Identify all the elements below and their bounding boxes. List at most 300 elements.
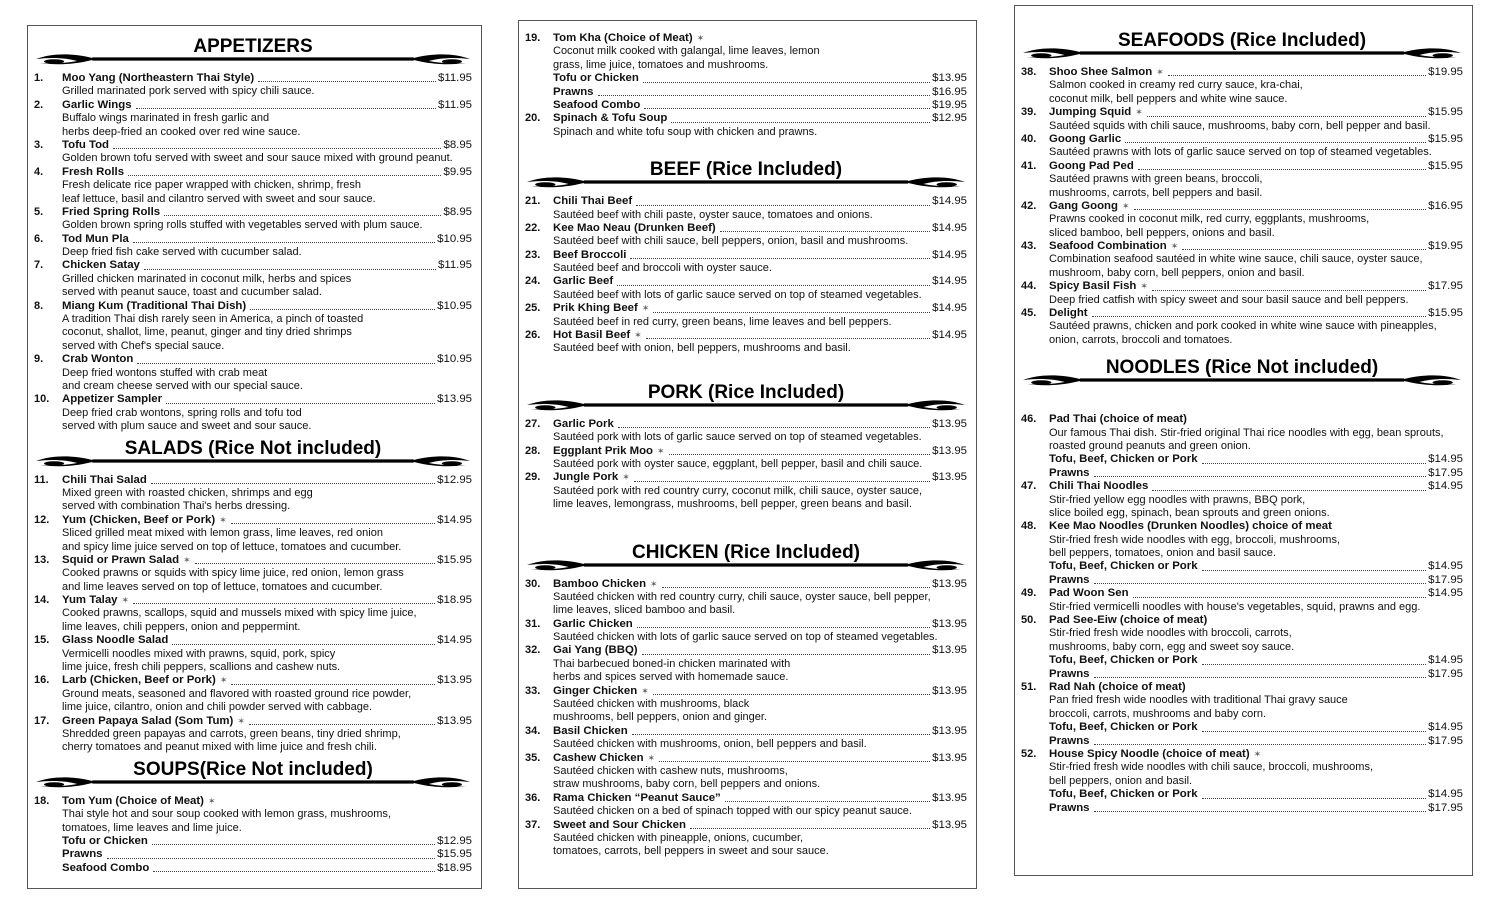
item-description [34,112,472,139]
item-price: $13.95 [932,617,967,630]
price-option [1021,574,1463,587]
option-price: $18.95 [437,861,472,874]
item-price: $15.95 [1428,132,1463,145]
item-name: Gai Yang (BBQ) [553,644,638,657]
item-name: Sweet and Sour Chicken [553,818,686,831]
leader-dots [249,724,435,725]
chili-pepper-icon: ✶ [121,595,130,606]
menu-item [525,725,967,752]
description-line: herbs and spices served with homemade sauce. [553,671,789,684]
item-price: $13.95 [932,724,967,737]
item-description [525,262,967,275]
description-line: Buffalo wings marinated in fresh garlic and [62,112,270,125]
price-option [1021,467,1463,480]
item-price: $10.95 [437,299,472,312]
item-name: Garlic Wings [62,98,132,111]
item-description [1021,761,1463,788]
leader-dots [642,654,931,655]
item-number: 42. [1021,199,1037,212]
item-name: Rad Nah (choice of meat) [1049,681,1186,693]
description-line: Our famous Thai dish. Stir-fried original Thai rice noodles with egg, bean sprouts, [1049,426,1444,439]
leader-dots [133,242,435,243]
item-number: 24. [525,275,541,288]
menu-item [525,32,967,112]
leader-dots [653,312,930,313]
description-line: Shredded green papayas and carrots, green beans, tiny dried shrimp, [62,727,401,740]
menu-item [525,329,967,356]
menu-item [525,275,967,302]
item-number: 46. [1021,413,1037,426]
item-price: $13.95 [437,393,472,406]
leader-dots [1182,249,1426,250]
item-price: $10.95 [437,353,472,366]
item-price: $10.95 [437,232,472,245]
item-description [1021,120,1463,133]
item-name: Goong Pad Ped [1049,159,1134,172]
item-number: 43. [1021,240,1037,253]
description-line: A tradition Thai dish rarely seen in America, a pinch of toasted [62,313,364,326]
item-number: 5. [34,205,44,218]
leader-dots [1138,169,1426,170]
description-line: Sliced grilled meat mixed with lemon grass, lime leaves, red onion [62,527,383,540]
item-price: $15.95 [437,553,472,566]
description-line: roasted ground peanuts and green onion. [1049,439,1251,452]
leader-dots [1092,316,1427,317]
option-price: $14.95 [1428,654,1463,667]
option-price: $16.95 [932,85,967,98]
leader-dots [1094,583,1427,584]
section-title: NOODLES (Rice Not included) [1100,357,1384,378]
item-name: Spicy Basil Fish [1049,280,1137,293]
option-name: Tofu, Beef, Chicken or Pork [1049,560,1198,573]
option-price: $13.95 [932,72,967,85]
leader-dots [1094,476,1427,477]
item-description [1021,79,1463,106]
item-description [525,431,967,444]
menu-item [525,471,967,511]
description-line: and lime leaves served on top of lettuce, tomatoes and cucumber. [62,580,383,593]
item-name: Tofu Tod [62,138,110,151]
description-line: Spinach and white tofu soup with chicken and prawns. [553,125,818,138]
description-line: Sautéed chicken with mushrooms, onion, bell peppers and basil. [553,738,867,751]
description-line: served with plum sauce and sweet and sour sauce. [62,420,312,433]
item-description [1021,320,1463,347]
description-line: Coconut milk cooked with galangal, lime leaves, lemon [553,45,820,58]
option-price: $17.95 [1428,801,1463,814]
item-price: $8.95 [443,138,472,151]
item-name: Bamboo Chicken [553,577,647,590]
item-price: $14.95 [1428,480,1463,493]
menu-item [1021,66,1463,106]
price-option [1021,721,1463,734]
item-number: 47. [1021,480,1037,493]
description-line: Sautéed chicken with red country curry, chili sauce, oyster sauce, bell pepper, [553,590,931,603]
price-option [1021,668,1463,681]
item-description [34,808,472,835]
item-price: $19.95 [1428,240,1463,253]
item-name: Kee Mao Neau (Drunken Beef) [553,221,716,234]
description-line: Sautéed prawns with lots of garlic sauce served on top of steamed vegetables. [1049,146,1432,159]
item-name: Jumping Squid [1049,106,1132,119]
leader-dots [1094,677,1427,678]
option-name: Seafood Combo [62,861,150,874]
description-line: Thai style hot and sour soup cooked with lemon grass, mushrooms, [62,808,391,821]
description-line: served with combination Thai's herbs dressing. [62,500,291,513]
price-option [1021,453,1463,466]
menu-item [1021,748,1463,815]
item-number: 3. [34,138,44,151]
item-number: 40. [1021,132,1037,145]
item-number: 34. [525,724,541,737]
chili-pepper-icon: ✶ [219,514,227,525]
item-number: 49. [1021,587,1037,600]
chili-pepper-icon: ✶ [237,715,245,726]
leader-dots [637,627,930,628]
description-line: Deep fried catfish with spicy sweet and sour basil sauce and bell peppers. [1049,293,1409,306]
chili-pepper-icon: ✶ [1170,241,1179,252]
description-line: mushroom, baby corn, bell peppers, onion and basil. [1049,266,1305,279]
menu-item [34,300,472,354]
section-title: BEEF (Rice Included) [644,159,848,180]
description-line: Deep fried crab wontons, spring rolls and tofu tod [62,406,302,419]
option-name: Prawns [1049,667,1090,680]
leader-dots [231,523,435,524]
item-number: 8. [34,299,44,312]
section-header [1019,30,1465,66]
menu-item [1021,520,1463,587]
leader-dots [598,95,931,96]
item-number: 25. [525,302,541,315]
description-line: tomatoes, carrots, bell peppers in sweet and sour sauce. [553,845,829,858]
item-description [525,458,967,471]
item-price: $15.95 [1428,106,1463,119]
item-price: $15.95 [1428,307,1463,320]
item-price: $14.95 [437,513,472,526]
item-description [1021,146,1463,159]
description-line: and spicy lime juice served on top of lettuce, tomatoes and cucumber. [62,540,402,553]
description-line: Stir-fried fresh wide noodles with egg, broccoli, mushrooms, [1049,533,1341,546]
section-header [523,382,969,418]
section-title: CHICKEN (Rice Included) [626,542,866,563]
item-number: 23. [525,248,541,261]
price-option [1021,561,1463,574]
item-price: $14.95 [932,302,967,315]
description-line: grass, lime juice, tomatoes and mushrooms. [553,58,769,71]
description-line: Sautéed beef and broccoli with oyster sauce. [553,262,772,275]
leader-dots [662,587,931,588]
menu-item [1021,307,1463,347]
leader-dots [195,563,436,564]
menu-item [525,685,967,725]
section-title: PORK (Rice Included) [642,382,850,403]
item-price: $9.95 [443,165,472,178]
description-line: Golden brown spring rolls stuffed with vegetables served with plum sauce. [62,219,423,232]
price-option [525,99,967,112]
item-name: Green Papaya Salad (Som Tum) [62,714,234,727]
section-header [1019,357,1465,393]
item-description [525,658,967,685]
leader-dots [172,644,435,645]
leader-dots [1202,798,1427,799]
item-number: 26. [525,329,541,342]
leader-dots [1152,490,1426,491]
leader-dots [646,338,930,339]
item-description [34,688,472,715]
item-number: 28. [525,444,541,457]
leader-dots [630,258,930,259]
item-description [34,219,472,232]
item-number: 44. [1021,280,1037,293]
description-line: Ground meats, seasoned and flavored with roasted ground rice powder, [62,687,412,700]
option-price: $12.95 [437,834,472,847]
item-price: $13.95 [932,818,967,831]
leader-dots [164,215,441,216]
option-name: Prawns [1049,801,1090,814]
description-line: Sautéed beef with chili paste, oyster sauce, tomatoes and onions. [553,208,873,221]
item-number: 1. [34,71,44,84]
item-description [34,527,472,554]
price-option [1021,802,1463,815]
leader-dots [1147,116,1426,117]
menu-item [34,206,472,233]
item-description [1021,601,1463,614]
item-name: Seafood Combination [1049,240,1167,253]
item-price: $13.95 [932,751,967,764]
item-number: 12. [34,513,50,526]
leader-dots [1202,731,1427,732]
leader-dots [137,363,435,364]
menu-item [34,474,472,514]
chili-pepper-icon: ✶ [1156,66,1164,77]
item-number: 21. [525,195,541,208]
description-line: Sautéed beef with onion, bell peppers, mushrooms and basil. [553,342,851,355]
item-name: Fried Spring Rolls [62,205,161,218]
item-description [1021,694,1463,721]
item-description [1021,494,1463,521]
item-name: Chili Thai Salad [62,473,147,486]
item-name: Appetizer Sampler [62,393,163,406]
item-number: 16. [34,674,50,687]
item-description [34,179,472,206]
item-number: 52. [1021,747,1037,760]
leader-dots [671,122,930,123]
item-description [525,235,967,248]
description-line: straw mushrooms, baby corn, bell peppers and onions. [553,778,821,791]
item-description [34,152,472,165]
description-line: lime leaves, lemongrass, mushrooms, bell pepper, green beans and basil. [553,498,912,511]
menu-item [1021,413,1463,480]
menu-item [34,594,472,634]
item-number: 33. [525,684,541,697]
item-number: 11. [34,473,49,486]
leader-dots [659,761,930,762]
menu-item [525,222,967,249]
price-option [1021,735,1463,748]
item-price: $14.95 [437,634,472,647]
section-header [32,438,474,474]
item-number: 20. [525,112,541,125]
item-price: $14.95 [932,195,967,208]
description-line: Stir-fried vermicelli noodles with house's vegetables, squid, prawns and egg. [1049,600,1421,613]
menu-item [525,819,967,859]
menu-item [34,139,472,166]
description-line: Thai barbecued boned-in chicken marinated with [553,657,791,670]
leader-dots [1094,811,1427,812]
item-number: 39. [1021,106,1037,119]
item-description [525,289,967,302]
description-line: mushrooms, bell peppers, onion and ginger. [553,711,768,724]
option-price: $14.95 [1428,788,1463,801]
item-number: 15. [34,634,50,647]
item-name: Pad See-Eiw (choice of meat) [1049,614,1208,627]
item-number: 37. [525,818,541,831]
menu-item [34,72,472,99]
chili-pepper-icon: ✶ [1135,107,1143,118]
menu-item [1021,133,1463,160]
description-line: Sautéed pork with red country curry, coconut milk, chili sauce, oyster sauce, [553,484,923,497]
menu-item [34,795,472,875]
item-description [525,631,967,644]
item-name: Miang Kum (Traditional Thai Dish) [62,299,247,312]
item-description [34,367,472,394]
option-name: Tofu or Chicken [62,834,148,847]
item-description [34,407,472,434]
menu-column-3 [1014,5,1473,876]
item-name: Prik Khing Beef [553,302,638,315]
description-line: Deep fried fish cake served with cucumber salad. [62,246,302,259]
item-description [525,485,967,512]
item-number: 13. [34,553,50,566]
leader-dots [133,603,435,604]
item-name: Fresh Rolls [62,165,125,178]
item-name: Spinach & Tofu Soup [553,112,668,125]
item-price: $15.95 [1428,159,1463,172]
item-number: 48. [1021,520,1037,533]
leader-dots [632,734,930,735]
item-name: Garlic Pork [553,417,614,430]
description-line: served with peanut sauce, toast and cucumber salad. [62,286,322,299]
item-name: Chili Thai Noodles [1049,480,1149,493]
section-header [32,36,474,72]
item-number: 38. [1021,65,1037,78]
leader-dots [1133,597,1427,598]
chili-pepper-icon: ✶ [1140,281,1148,292]
chili-pepper-icon: ✶ [1121,200,1130,211]
option-price: $14.95 [1428,721,1463,734]
menu-item [34,674,472,714]
item-description [525,698,967,725]
item-name: Yum (Chicken, Beef or Pork) [62,513,216,526]
section-title: SALADS (Rice Not included) [119,438,388,459]
menu-item [1021,587,1463,614]
option-name: Prawns [553,85,594,98]
item-number: 6. [34,232,44,245]
option-price: $17.95 [1428,466,1463,479]
section-header [523,542,969,578]
description-line: bell peppers, tomatoes, onion and basil sauce. [1049,547,1276,560]
item-number: 18. [34,794,50,807]
item-price: $11.95 [438,259,472,272]
item-description [1021,534,1463,561]
description-line: Sautéed chicken with cashew nuts, mushrooms, [553,765,788,778]
item-name: Kee Mao Noodles (Drunken Noodles) choice of meat [1049,520,1332,533]
item-name: Hot Basil Beef [553,329,631,342]
item-name: Jungle Pork [553,471,619,484]
item-name: Basil Chicken [553,724,628,737]
description-line: herbs deep-fried an cooked over red wine sauce. [62,125,301,138]
chili-pepper-icon: ✶ [657,445,665,456]
description-line: Stir-fried fresh wide noodles with broccoli, carrots, [1049,627,1292,640]
item-number: 35. [525,751,541,764]
leader-dots [653,694,930,695]
option-name: Tofu, Beef, Chicken or Pork [1049,654,1198,667]
description-line: Sautéed beef in red curry, green beans, lime leaves and bell peppers. [553,315,892,328]
item-description [525,45,967,72]
item-name: Gang Goong [1049,199,1118,212]
option-price: $17.95 [1428,734,1463,747]
item-description [525,316,967,329]
item-number: 22. [525,221,541,234]
description-line: Sautéed pork with oyster sauce, eggplant, bell pepper, basil and chili sauce. [553,457,923,470]
item-description [1021,294,1463,307]
menu-item [525,418,967,445]
item-description [34,607,472,634]
item-description [525,342,967,355]
item-price: $11.95 [438,98,472,111]
menu-item [525,578,967,618]
description-line: Prawns cooked in coconut milk, red curry, eggplants, mushrooms, [1049,213,1370,226]
item-number: 17. [34,714,50,727]
menu-item [525,792,967,819]
option-name: Prawns [62,848,103,861]
description-line: sliced bamboo, bell peppers, onions and basil. [1049,226,1275,239]
item-name: Shoo Shee Salmon [1049,65,1153,78]
leader-dots [690,828,930,829]
menu-item [1021,200,1463,240]
leader-dots [634,481,930,482]
description-line: Sautéed beef with lots of garlic sauce served on top of steamed vegetables. [553,288,922,301]
item-price: $13.95 [932,471,967,484]
item-name: Garlic Chicken [553,617,633,630]
item-description [525,765,967,792]
price-option [34,835,472,848]
price-option [34,862,472,875]
item-name: Chili Thai Beef [553,195,633,208]
menu-item [34,514,472,554]
item-price: $13.95 [932,684,967,697]
item-description [525,209,967,222]
item-number: 30. [525,577,541,590]
option-price: $17.95 [1428,667,1463,680]
item-price: $8.95 [443,205,472,218]
item-description [1021,253,1463,280]
item-number: 36. [525,791,541,804]
item-name: Chicken Satay [62,259,140,272]
item-number: 32. [525,644,541,657]
item-price: $18.95 [437,594,472,607]
item-description [525,591,967,618]
item-price: $13.95 [932,577,967,590]
item-number: 41. [1021,159,1037,172]
item-description [34,273,472,300]
price-option [525,72,967,85]
option-name: Tofu or Chicken [553,72,639,85]
item-price: $13.95 [932,644,967,657]
item-description [525,832,967,859]
leader-dots [617,285,930,286]
chili-pepper-icon: ✶ [641,685,649,696]
leader-dots [643,82,930,83]
